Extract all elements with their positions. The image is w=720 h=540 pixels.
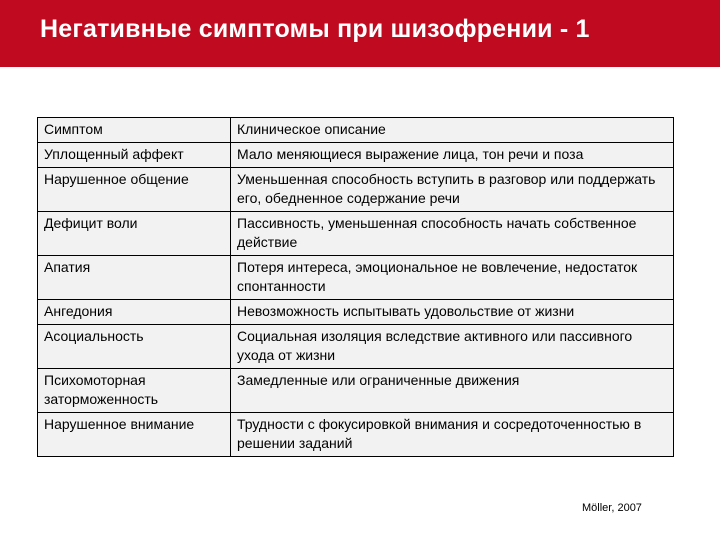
table-row bbox=[38, 143, 674, 168]
column-header-description: Клиническое описание bbox=[231, 118, 674, 143]
symptom-cell: Уплощенный аффект bbox=[38, 143, 231, 168]
description-cell: Социальная изоляция вследствие активного или пассивного ухода от жизни bbox=[231, 325, 674, 369]
description-cell: Замедленные или ограниченные движения bbox=[231, 369, 674, 413]
table-row bbox=[38, 256, 674, 300]
table-row bbox=[38, 212, 674, 256]
table-header-row bbox=[38, 118, 674, 143]
symptom-cell: Психомоторная заторможенность bbox=[38, 369, 231, 413]
description-cell: Трудности с фокусировкой внимания и сосредоточенностью в решении заданий bbox=[231, 413, 674, 457]
description-cell: Уменьшенная способность вступить в разговор или поддержать его, обедненное содержание речи bbox=[231, 168, 674, 212]
citation: Möller, 2007 bbox=[582, 502, 642, 514]
description-cell: Невозможность испытывать удовольствие от жизни bbox=[231, 300, 674, 325]
title-bar bbox=[0, 0, 720, 67]
symptom-cell: Дефицит воли bbox=[38, 212, 231, 256]
symptom-cell: Нарушенное общение bbox=[38, 168, 231, 212]
description-cell: Пассивность, уменьшенная способность начать собственное действие bbox=[231, 212, 674, 256]
symptom-cell: Ангедония bbox=[38, 300, 231, 325]
symptom-cell: Апатия bbox=[38, 256, 231, 300]
table-row bbox=[38, 325, 674, 369]
description-cell: Мало меняющиеся выражение лица, тон речи и поза bbox=[231, 143, 674, 168]
description-cell: Потеря интереса, эмоциональное не вовлечение, недостаток спонтанности bbox=[231, 256, 674, 300]
page-title: Негативные симптомы при шизофрении - 1 bbox=[40, 15, 590, 43]
symptoms-table bbox=[37, 117, 674, 457]
column-header-symptom: Симптом bbox=[38, 118, 231, 143]
table-row bbox=[38, 300, 674, 325]
symptom-cell: Асоциальность bbox=[38, 325, 231, 369]
table-row bbox=[38, 413, 674, 457]
table-row bbox=[38, 369, 674, 413]
symptom-cell: Нарушенное внимание bbox=[38, 413, 231, 457]
table-row bbox=[38, 168, 674, 212]
